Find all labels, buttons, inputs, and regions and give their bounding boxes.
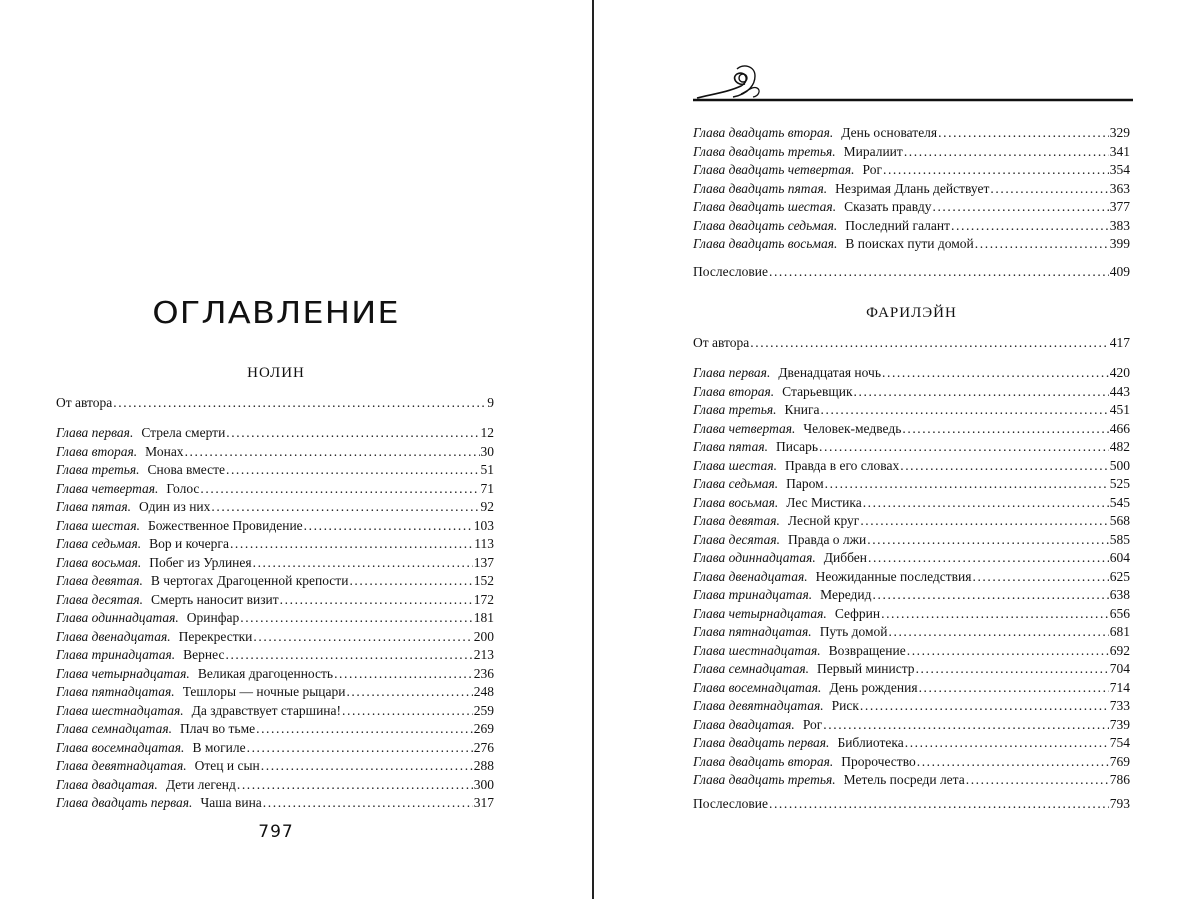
toc-page-number: 714 [1109,679,1130,695]
chapter-label: Глава восьмая. [56,554,142,570]
toc-row[interactable] [56,720,494,739]
dot-leader [990,180,1108,199]
chapter-label: Глава третья. [693,402,777,417]
chapter-title: Незримая Длань действует [835,180,990,196]
toc-page-number: 51 [480,462,494,477]
toc-page-number: 236 [473,665,494,681]
dot-leader [975,235,1109,254]
toc-page-number: 638 [1109,587,1130,602]
chapter-label: Глава двенадцатая. [56,628,171,644]
dot-leader [860,697,1109,716]
toc-row[interactable] [693,642,1130,661]
dot-leader [211,498,479,517]
dot-leader [863,494,1109,513]
toc-row[interactable] [693,586,1130,605]
toc-page-number: 341 [1109,143,1130,159]
dot-leader [902,420,1108,439]
dot-leader [750,334,1108,353]
chapter-title: Голос [166,480,200,496]
flourish-ornament [693,64,1133,106]
dot-leader [113,394,486,413]
toc-page-number: 733 [1109,698,1130,713]
toc-row[interactable] [693,568,1130,587]
toc-page-number: 585 [1109,531,1130,547]
chapter-title: Рог [862,162,882,177]
chapter-title: Один из них [139,499,211,514]
toc-page-number: 625 [1109,568,1130,584]
toc-row[interactable] [56,535,494,554]
chapter-label: Глава пятая. [56,499,131,514]
dot-leader [185,443,480,462]
dot-leader [916,660,1109,679]
dot-leader [240,609,473,628]
toc-page-number: 276 [473,739,494,755]
toc-page-number: 604 [1109,550,1130,565]
toc-page-number: 103 [473,517,494,533]
chapter-label: Глава шестнадцатая. [56,702,184,718]
chapter-title: Стрела смерти [141,425,226,440]
dot-leader [821,401,1109,420]
chapter-title: Оринфар [186,610,240,625]
dot-leader [951,217,1109,236]
toc-page-number: 377 [1109,199,1130,214]
toc-page-number: 181 [473,610,494,625]
chapter-title: Сефрин [834,605,881,621]
chapter-label: Глава двадцать вторая. [693,125,834,140]
chapter-title: Вернес [183,647,225,662]
toc-page-number: 269 [473,721,494,736]
chapter-title: Путь домой [819,624,888,639]
chapter-title: Миралиит [843,143,903,159]
chapter-label: Глава двадцать шестая. [693,199,837,214]
chapter-label: Глава двадцать восьмая. [693,236,838,251]
chapter-title: Правда в его словах [784,457,900,473]
chapter-label: Глава одиннадцатая. [693,550,816,565]
chapter-label: Глава двадцать третья. [693,143,836,159]
toc-intro [56,394,494,413]
toc-row[interactable] [56,591,494,610]
chapter-title: Неожиданные последствия [815,568,972,584]
dot-leader [966,771,1109,790]
dot-leader [304,517,473,536]
toc-page-number: 152 [473,573,494,588]
dot-leader [868,549,1109,568]
chapter-label: Глава двадцать пятая. [693,180,828,196]
chapter-label: Глава пятнадцатая. [56,684,175,699]
chapter-title: Перекрестки [178,628,253,644]
chapter-title: Двенадцатая ночь [778,365,881,380]
toc-page-number: 704 [1109,661,1130,676]
chapter-title: Мередид [820,587,872,602]
dot-leader [904,143,1109,162]
toc-row[interactable] [693,549,1130,568]
dot-leader [854,383,1109,402]
toc-page-number: 545 [1109,494,1130,510]
dot-leader [889,623,1109,642]
toc-row[interactable] [693,198,1130,217]
chapter-label: Глава четвертая. [693,420,796,436]
left-page [0,0,592,899]
chapter-title: Лес Мистика [786,494,862,510]
toc-page-number: 354 [1109,162,1130,177]
chapter-label: Глава двадцать вторая. [693,753,834,769]
chapter-label: Глава четвертая. [56,480,159,496]
chapter-title: Пророчество [841,753,916,769]
right-page [594,0,1187,899]
dot-leader [226,424,479,443]
chapter-label: Глава шестнадцатая. [693,642,821,658]
toc-page-number: 12 [480,425,494,440]
chapter-label: Глава третья. [56,462,140,477]
chapter-title: Смерть наносит визит [151,591,279,607]
toc-entry-title: От автора [693,335,750,350]
toc-page-number: 383 [1109,217,1130,233]
chapter-title: Снова вместе [147,462,225,477]
toc-row[interactable] [56,609,494,628]
toc-row[interactable] [56,646,494,665]
dot-leader [253,628,472,647]
toc-page-number: 317 [473,795,494,810]
dot-leader [907,642,1109,661]
toc-page-number: 300 [473,776,494,792]
toc-row[interactable] [56,739,494,758]
chapter-title: Сказать правду [844,199,932,214]
section-heading-nolin: НОЛИН [247,365,305,381]
dot-leader [349,572,472,591]
chapter-label: Глава пятая. [693,439,768,454]
dot-leader [819,438,1109,457]
toc-row[interactable] [56,443,494,462]
toc-page-number: 259 [473,702,494,718]
toc-page-number: 9 [487,395,494,410]
toc-page-number: 329 [1109,125,1130,140]
chapter-title: День рождения [829,679,918,695]
toc-page-number: 417 [1109,335,1130,350]
chapter-label: Глава первая. [56,425,134,440]
chapter-title: Метель посреди лета [843,772,965,787]
toc-page-number: 568 [1109,513,1130,528]
dot-leader [200,480,479,499]
chapter-label: Глава десятая. [693,531,781,547]
chapter-title: Возвращение [828,642,906,658]
toc-row[interactable] [693,457,1130,476]
toc-row[interactable] [693,660,1130,679]
toc-page-number: 113 [474,536,494,551]
dot-leader [867,531,1109,550]
chapter-label: Глава вторая. [693,383,775,399]
toc-page-number: 681 [1109,624,1130,639]
chapter-label: Глава восемнадцатая. [56,739,185,755]
chapter-title: Книга [784,402,820,417]
toc-row[interactable] [693,124,1130,143]
toc-entry-title: От автора [56,395,113,410]
chapter-title: Первый министр [817,661,915,676]
chapter-label: Глава одиннадцатая. [56,610,179,625]
toc-row[interactable] [693,217,1130,236]
toc-row[interactable] [56,498,494,517]
chapter-title: Монах [145,443,184,459]
dot-leader [932,198,1108,217]
dot-leader [225,646,472,665]
toc-row[interactable] [693,235,1130,254]
toc-row[interactable] [56,683,494,702]
toc-afterword-nolin [693,263,1130,282]
toc-chapters-farileyn [693,364,1130,790]
toc-page-number: 786 [1109,772,1130,787]
dot-leader [769,263,1109,282]
dot-leader [237,776,473,795]
toc-row[interactable] [56,776,494,795]
chapter-label: Глава семнадцатая. [693,661,809,676]
toc-entry-title: Послесловие [693,796,768,811]
toc-page-number: 288 [473,758,494,773]
toc-page-number: 363 [1109,180,1130,196]
chapter-title: Да здравствует старшина! [191,702,342,718]
toc-row[interactable] [693,623,1130,642]
toc-page-number: 443 [1109,383,1130,399]
chapter-label: Глава двадцать седьмая. [693,217,838,233]
chapter-label: Глава двадцать первая. [693,735,830,750]
toc-chapters-nolin-continued [693,124,1130,254]
chapter-title: Тешлоры — ночные рыцари [182,684,346,699]
toc-row[interactable] [693,697,1130,716]
dot-leader [825,475,1109,494]
toc-page-number: 200 [473,628,494,644]
toc-row[interactable] [56,665,494,684]
chapter-label: Глава шестая. [693,457,777,473]
toc-page-number: 692 [1109,642,1130,658]
toc-page-number: 172 [473,591,494,607]
chapter-label: Глава десятая. [56,591,144,607]
dot-leader [226,461,480,480]
chapter-label: Глава первая. [693,365,771,380]
toc-row[interactable] [693,494,1130,513]
toc-row[interactable] [693,364,1130,383]
chapter-label: Глава семнадцатая. [56,721,172,736]
toc-row[interactable] [693,679,1130,698]
chapter-label: Глава пятнадцатая. [693,624,812,639]
toc-row[interactable] [56,702,494,721]
chapter-label: Глава двадцать первая. [56,795,193,810]
toc-row[interactable] [693,531,1130,550]
chapter-title: Чаша вина [200,795,262,810]
chapter-label: Глава двадцатая. [693,716,795,732]
chapter-title: День основателя [841,125,938,140]
toc-row[interactable] [693,180,1130,199]
chapter-title: Вор и кочерга [149,536,229,551]
chapter-label: Глава девятая. [693,513,780,528]
chapter-label: Глава седьмая. [693,476,779,491]
toc-page-number: 500 [1109,457,1130,473]
toc-page-number: 137 [473,554,494,570]
toc-page-number: 409 [1109,264,1130,279]
dot-leader [230,535,473,554]
toc-page-number: 482 [1109,439,1130,454]
dot-leader [917,753,1109,772]
toc-page-number: 248 [473,684,494,699]
toc-page-number: 92 [480,499,494,514]
chapter-label: Глава седьмая. [56,536,142,551]
toc-row[interactable] [693,263,1130,282]
chapter-label: Глава девятая. [56,573,143,588]
dot-leader [882,364,1109,383]
chapter-title: Правда о лжи [788,531,867,547]
chapter-title: Плач во тьме [180,721,256,736]
chapter-title: Паром [786,476,824,491]
dot-leader [873,586,1109,605]
chapter-title: Старьевщик [782,383,853,399]
toc-page-number: 793 [1109,796,1130,811]
dot-leader [881,605,1109,624]
chapter-title: Писарь [776,439,819,454]
toc-row[interactable] [56,424,494,443]
toc-page-number: 739 [1109,716,1130,732]
toc-row[interactable] [693,795,1130,814]
chapter-title: Великая драгоценность [197,665,334,681]
dot-leader [769,795,1109,814]
chapter-title: Последний галант [845,217,951,233]
toc-row[interactable] [693,334,1130,353]
toc-page-number: 451 [1109,402,1130,417]
dot-leader [247,739,473,758]
chapter-title: Божественное Провидение [147,517,303,533]
dot-leader [905,734,1109,753]
dot-leader [972,568,1108,587]
chapter-label: Глава восемнадцатая. [693,679,822,695]
toc-row[interactable] [693,401,1130,420]
chapter-label: Глава двадцать четвертая. [693,162,855,177]
chapter-title: Диббен [823,550,867,565]
toc-row[interactable] [693,734,1130,753]
toc-row[interactable] [56,572,494,591]
toc-row[interactable] [693,161,1130,180]
toc-chapters-nolin [56,424,494,813]
dot-leader [900,457,1109,476]
toc-row[interactable] [56,480,494,499]
chapter-label: Глава тринадцатая. [693,587,813,602]
toc-page-number: 754 [1109,735,1130,750]
chapter-label: Глава четырнадцатая. [693,605,827,621]
chapter-label: Глава двадцать третья. [693,772,836,787]
page-number: 797 [258,822,294,842]
chapter-label: Глава четырнадцатая. [56,665,190,681]
chapter-label: Глава девятнадцатая. [56,758,187,773]
chapter-title: В могиле [192,739,246,755]
dot-leader [938,124,1109,143]
toc-page-number: 399 [1109,236,1130,251]
chapter-title: В поисках пути домой [845,236,974,251]
toc-intro-farileyn [693,334,1130,353]
toc-row[interactable] [56,394,494,413]
chapter-label: Глава двенадцатая. [693,568,808,584]
dot-leader [280,591,473,610]
section-heading-farileyn: ФАРИЛЭЙН [866,305,957,321]
chapter-title: В чертогах Драгоценной крепости [150,573,349,588]
chapter-title: Библиотека [837,735,904,750]
chapter-title: Человек-медведь [803,420,902,436]
toc-page-number: 525 [1109,476,1130,491]
dot-leader [253,554,473,573]
toc-row[interactable] [693,605,1130,624]
dot-leader [261,757,473,776]
dot-leader [823,716,1108,735]
dot-leader [334,665,473,684]
toc-row[interactable] [693,383,1130,402]
dot-leader [346,683,472,702]
chapter-title: Дети легенд [165,776,236,792]
toc-page-number: 213 [473,647,494,662]
dot-leader [256,720,473,739]
chapter-title: Рог [802,716,823,732]
chapter-title: Побег из Урлинея [149,554,252,570]
chapter-label: Глава шестая. [56,517,140,533]
toc-afterword-farileyn [693,795,1130,814]
chapter-label: Глава вторая. [56,443,138,459]
toc-row[interactable] [693,771,1130,790]
dot-leader [919,679,1109,698]
toc-row[interactable] [56,461,494,480]
chapter-label: Глава девятнадцатая. [693,698,824,713]
dot-leader [263,794,473,813]
toc-page-number: 656 [1109,605,1130,621]
chapter-title: Лесной круг [787,513,860,528]
toc-row[interactable] [693,753,1130,772]
toc-row[interactable] [56,794,494,813]
dot-leader [883,161,1109,180]
toc-row[interactable] [56,757,494,776]
chapter-label: Глава тринадцатая. [56,647,176,662]
toc-row[interactable] [693,438,1130,457]
toc-page-number: 420 [1109,365,1130,380]
toc-row[interactable] [56,517,494,536]
chapter-title: Отец и сын [194,758,260,773]
toc-row[interactable] [693,143,1130,162]
chapter-label: Глава восьмая. [693,494,779,510]
page-title: ОГЛАВЛЕНИЕ [152,296,400,331]
toc-row[interactable] [693,512,1130,531]
toc-page-number: 30 [480,443,494,459]
chapter-label: Глава двадцатая. [56,776,158,792]
toc-row[interactable] [56,554,494,573]
toc-row[interactable] [693,716,1130,735]
toc-entry-title: Послесловие [693,264,768,279]
toc-page-number: 769 [1109,753,1130,769]
toc-page-number: 71 [480,480,494,496]
toc-page-number: 466 [1109,420,1130,436]
toc-row[interactable] [693,475,1130,494]
toc-row[interactable] [693,420,1130,439]
toc-row[interactable] [56,628,494,647]
dot-leader [860,512,1108,531]
dot-leader [342,702,473,721]
chapter-title: Риск [831,698,859,713]
